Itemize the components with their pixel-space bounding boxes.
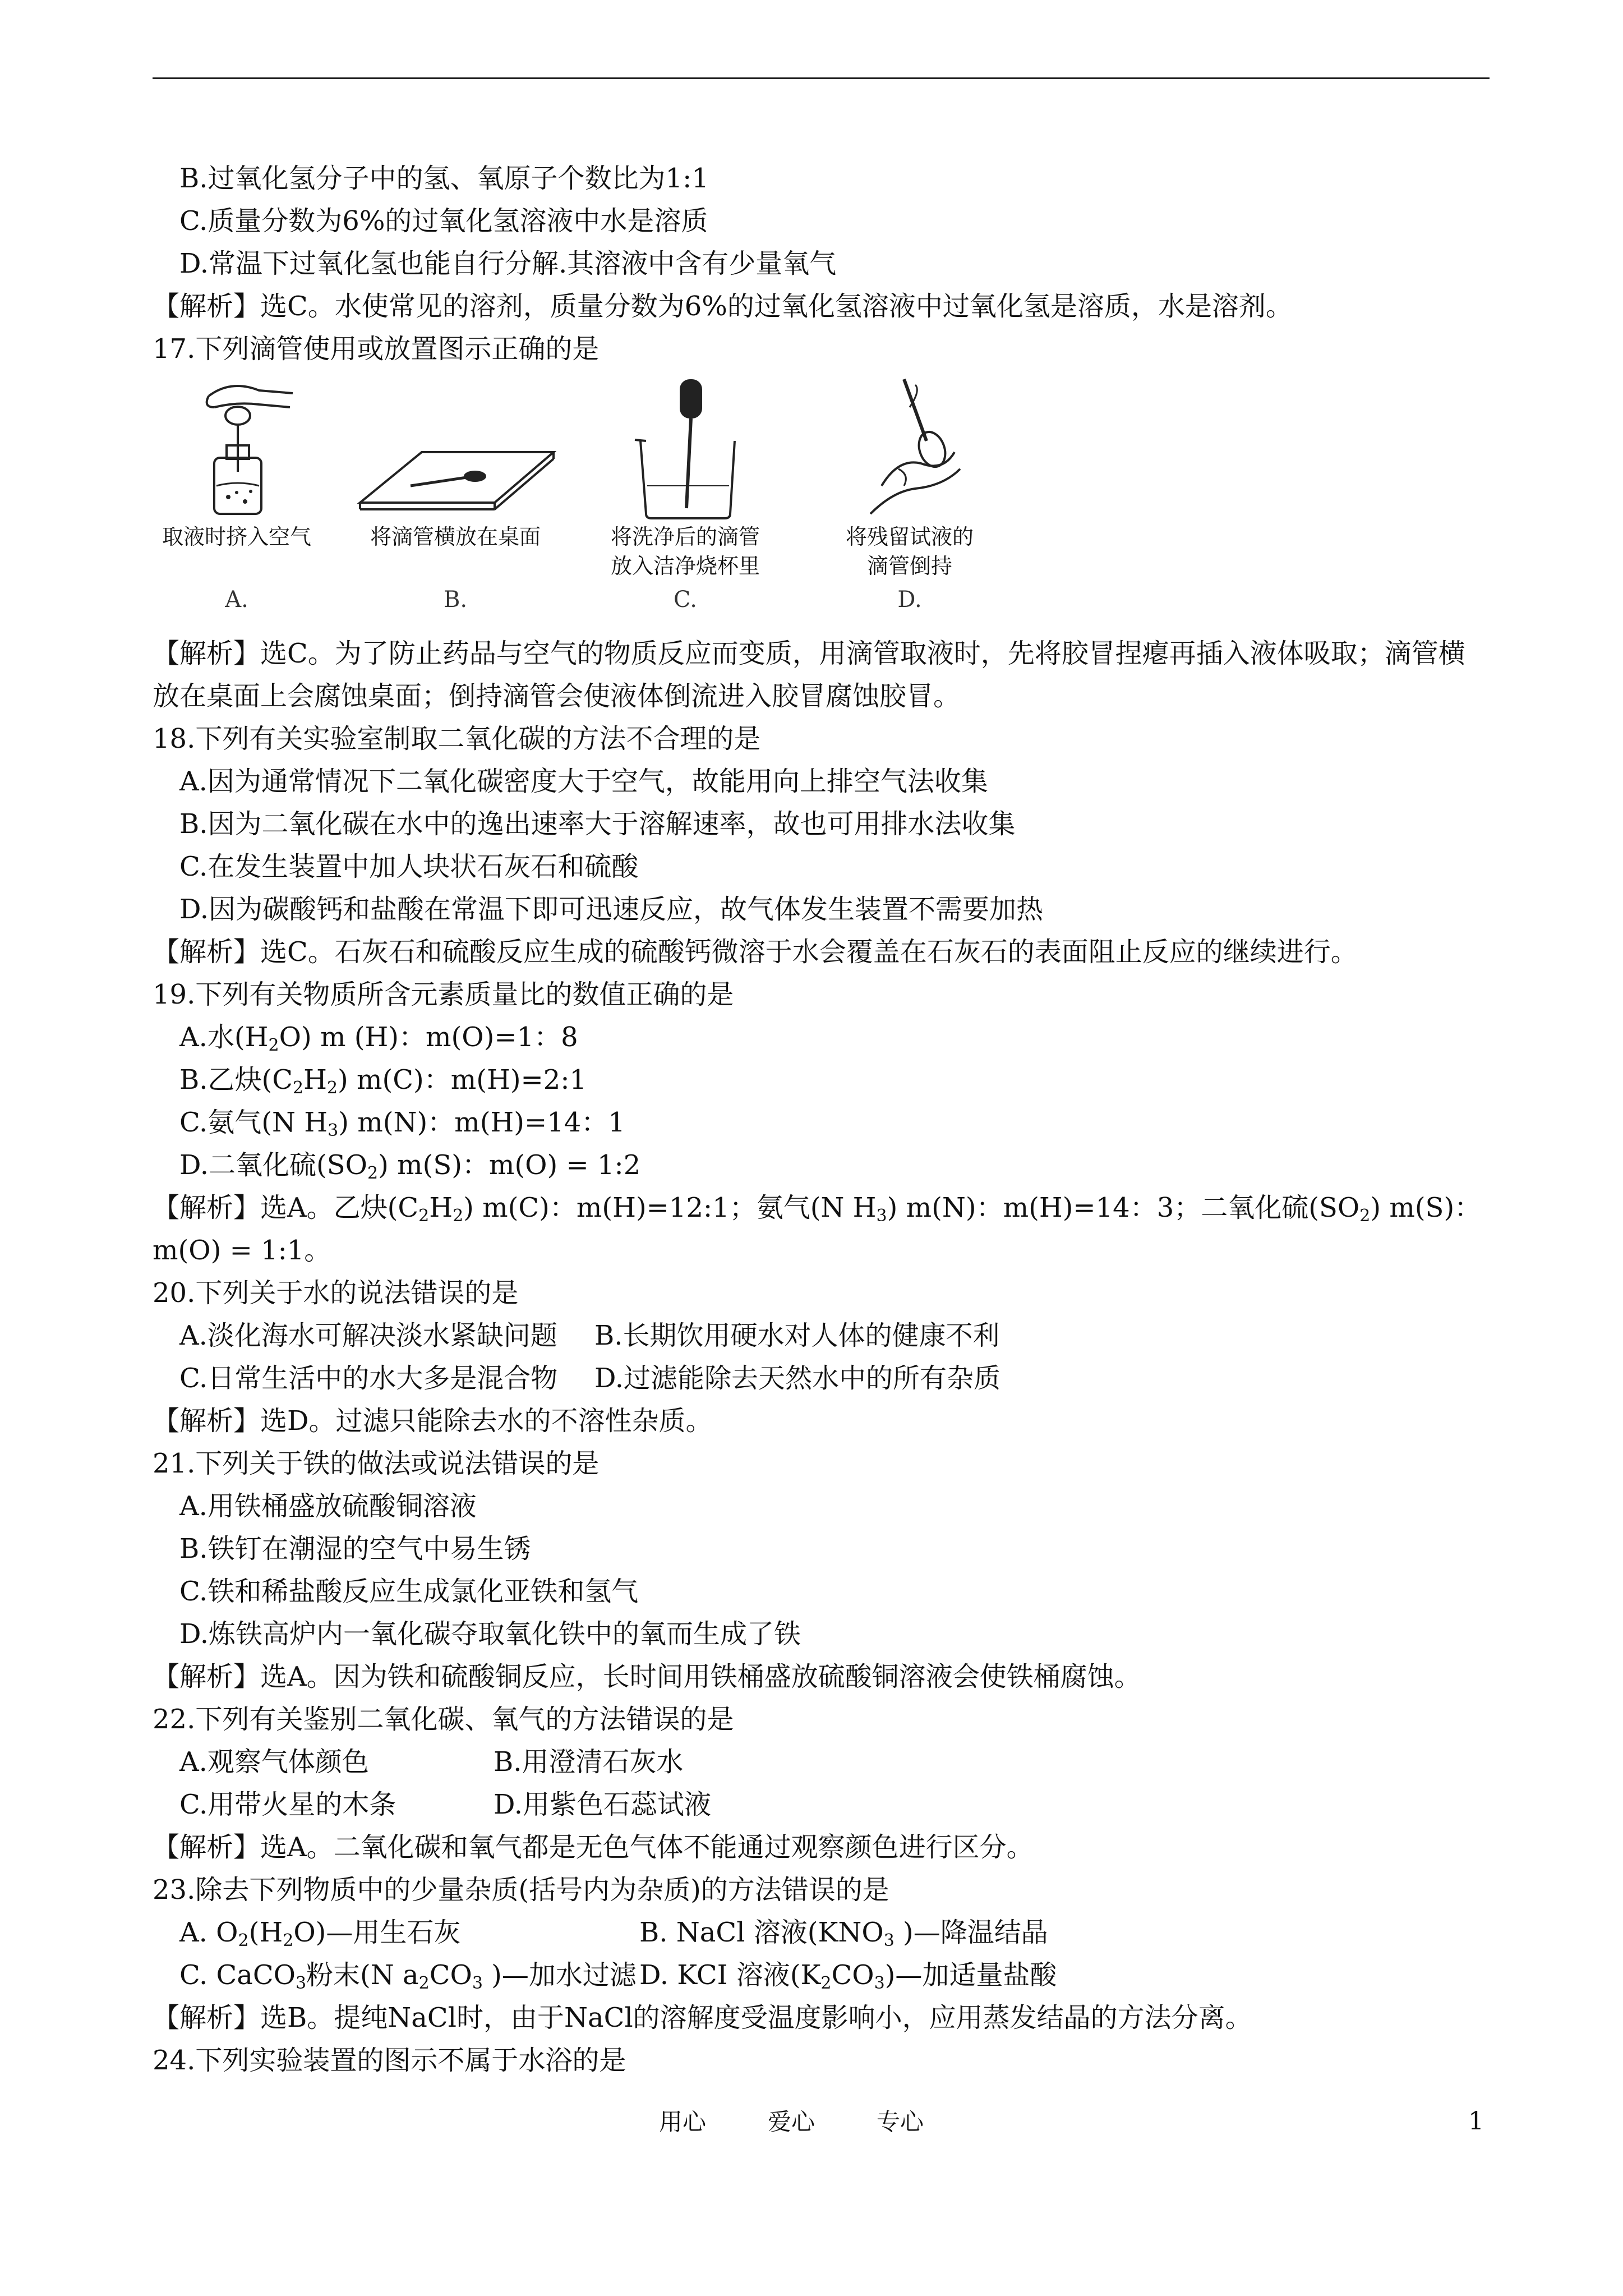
q22-option-a: A.观察气体颜色 [179, 1746, 369, 1778]
q22-options-cd [153, 1783, 1498, 1826]
dropper-on-table-illustration [354, 374, 556, 522]
q22-option-b: B.用澄清石灰水 [494, 1746, 684, 1778]
q21-stem: 21.下列关于铁的做法或说法错误的是 [153, 1448, 600, 1479]
dropper-in-beaker-illustration [624, 374, 747, 522]
q22-analysis: 【解析】选A。二氧化碳和氧气都是无色气体不能通过观察颜色进行区分。 [153, 1832, 1034, 1863]
q22-option-d: D.用紫色石蕊试液 [494, 1789, 712, 1820]
dropper-inverted-illustration [848, 374, 971, 522]
figure-b [354, 374, 556, 616]
q20-options-ab [153, 1314, 1498, 1357]
figure-a-caption: 取液时挤入空气 [162, 524, 311, 549]
q22-options-ab [153, 1741, 1498, 1783]
figure-c-letter: C. [674, 587, 697, 613]
q21-option-a: A.用铁桶盛放硫酸铜溶液 [179, 1490, 477, 1522]
footer-word: 用心 [659, 2108, 707, 2136]
figure-d-caption-2: 滴管倒持 [866, 554, 952, 578]
figure-c-caption-2: 放入洁净烧杯里 [610, 554, 760, 578]
q19-option-c: C.氨气(N $H_3$) m(N)：m(H)=14：1 [179, 1107, 625, 1140]
q19-stem: 19.下列有关物质所含元素质量比的数值正确的是 [153, 979, 734, 1010]
q21-option-d: D.炼铁高炉内一氧化碳夺取氧化铁中的氧而生成了铁 [179, 1618, 801, 1650]
q16-option-c: C.质量分数为6%的过氧化氢溶液中水是溶质 [179, 205, 708, 237]
q17-figures [153, 374, 1050, 629]
footer-motto [659, 2104, 985, 2137]
figure-a-letter: A. [225, 587, 248, 613]
q20-stem: 20.下列关于水的说法错误的是 [153, 1277, 519, 1309]
figure-d [809, 374, 1011, 616]
q17-analysis: 【解析】选C。为了防止药品与空气的物质反应而变质，用滴管取液时，先将胶冒捏瘪再插入液体吸取；滴管横放在桌面上会腐蚀桌面；倒持滴管会使液体倒流进入胶冒腐蚀胶冒。 [153, 638, 1465, 712]
q23-stem: 23.除去下列物质中的少量杂质(括号内为杂质)的方法错误的是 [153, 1874, 889, 1906]
q16-option-b: B.过氧化氢分子中的氢、氧原子个数比为1:1 [179, 163, 709, 194]
q23-option-a: A. $O_2(H_2O)—$用生石灰 [179, 1917, 461, 1950]
q19-option-a: A.水$(H_2O)$ m (H)：m(O)=1：8 [179, 1022, 578, 1055]
q20-option-a: A.淡化海水可解决淡水紧缺问题 [179, 1320, 557, 1351]
q23-analysis: 【解析】选B。提纯NaCl时，由于NaCl的溶解度受温度影响小，应用蒸发结晶的方法分离。 [153, 2002, 1252, 2033]
page-footer [0, 2104, 1623, 2148]
q20-option-b: B.长期饮用硬水对人体的健康不利 [594, 1320, 1000, 1351]
q20-options-cd [153, 1357, 1498, 1400]
header-rule [153, 77, 1490, 79]
dropper-squeeze-illustration [175, 374, 298, 522]
q20-analysis: 【解析】选D。过滤只能除去水的不溶性杂质。 [153, 1405, 713, 1437]
figure-c [579, 374, 792, 616]
q17-stem: 17.下列滴管使用或放置图示正确的是 [153, 333, 600, 365]
q23-option-b: B. NaCl 溶液($KNO_3$ )—降温结晶 [639, 1917, 1048, 1950]
q18-option-c: C.在发生装置中加人块状石灰石和硫酸 [179, 851, 639, 882]
q22-stem: 22.下列有关鉴别二氧化碳、氧气的方法错误的是 [153, 1704, 734, 1735]
q21-option-b: B.铁钉在潮湿的空气中易生锈 [179, 1533, 531, 1565]
q19-option-d: D.二氧化硫$(SO_2)$ m(S)：m(O) = 1:2 [179, 1149, 641, 1183]
q24-stem: 24.下列实验装置的图示不属于水浴的是 [153, 2045, 626, 2076]
q23-options-ab [153, 1911, 1498, 1954]
figure-c-caption-1: 将洗净后的滴管 [610, 524, 760, 549]
page-number: 1 [1468, 2107, 1484, 2136]
q16-option-d: D.常温下过氧化氢也能自行分解.其溶液中含有少量氧气 [179, 248, 837, 279]
figure-d-letter: D. [897, 587, 922, 613]
q20-option-d: D.过滤能除去天然水中的所有杂质 [594, 1363, 1001, 1394]
figure-b-caption: 将滴管横放在桌面 [370, 524, 541, 549]
q23-option-c: C. CaCO$_3$粉末(N $a_2CO_3$ )—加水过滤 [179, 1959, 637, 1993]
q20-option-c: C.日常生活中的水大多是混合物 [179, 1363, 558, 1394]
q23-option-d: D. KCI 溶液$(K_2CO_3)—$加适量盐酸 [639, 1959, 1057, 1993]
page-content [153, 157, 1498, 2082]
q21-analysis: 【解析】选A。因为铁和硫酸铜反应，长时间用铁桶盛放硫酸铜溶液会使铁桶腐蚀。 [153, 1661, 1141, 1692]
q16-analysis: 【解析】选C。水使常见的溶剂，质量分数为6%的过氧化氢溶液中过氧化氢是溶质，水是溶剂。 [153, 291, 1293, 322]
footer-word: 爱心 [768, 2108, 815, 2136]
figure-b-letter: B. [443, 587, 468, 613]
q18-option-b: B.因为二氧化碳在水中的逸出速率大于溶解速率，故也可用排水法收集 [179, 808, 1016, 840]
q21-option-c: C.铁和稀盐酸反应生成氯化亚铁和氢气 [179, 1576, 639, 1607]
q19-option-b: B.乙炔$(C_2H_2)$ m(C)：m(H)=2:1 [179, 1064, 587, 1098]
q23-options-cd [153, 1954, 1498, 1996]
q18-option-d: D.因为碳酸钙和盐酸在常温下即可迅速反应，故气体发生装置不需要加热 [179, 894, 1044, 925]
q18-analysis: 【解析】选C。石灰石和硫酸反应生成的硫酸钙微溶于水会覆盖在石灰石的表面阻止反应的继续进行。 [153, 936, 1358, 968]
q19-analysis-cont: m(O) = 1:1。 [153, 1235, 331, 1266]
figure-d-caption-1: 将残留试液的 [845, 524, 974, 549]
q22-option-c: C.用带火星的木条 [179, 1789, 396, 1820]
figure-a [153, 374, 321, 616]
q18-stem: 18.下列有关实验室制取二氧化碳的方法不合理的是 [153, 723, 761, 754]
footer-word: 专心 [877, 2108, 924, 2136]
q18-option-a: A.因为通常情况下二氧化碳密度大于空气，故能用向上排空气法收集 [179, 766, 988, 797]
q19-analysis: 【解析】选A。乙炔$(C_2H_2)$ m(C)：m(H)=12:1；氨气(N $H_3$) m(N)：m(H)=14：3；二氧化硫$(SO_2)$ m(S)： [153, 1192, 1482, 1226]
